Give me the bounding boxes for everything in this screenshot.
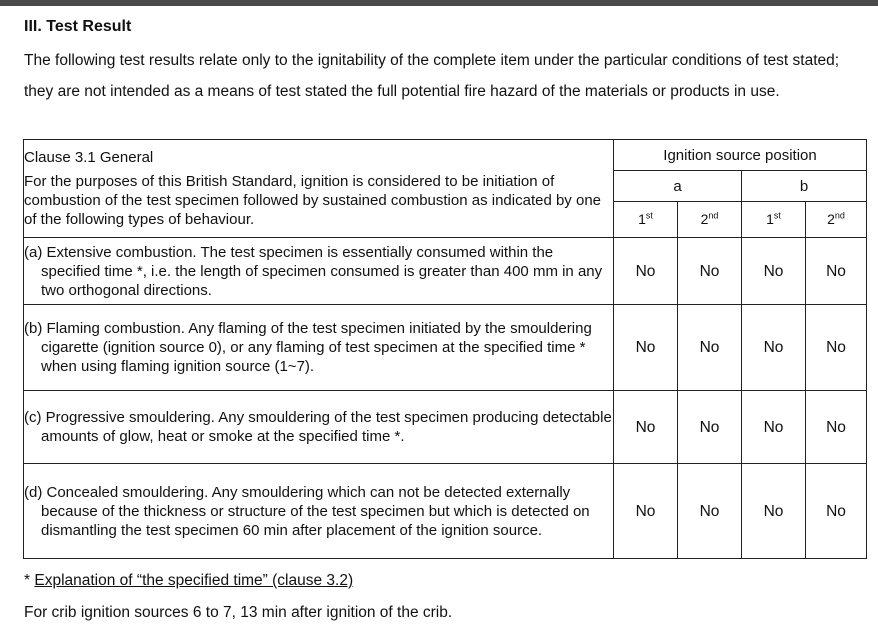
table-row <box>24 391 867 464</box>
result-cell: No <box>678 464 742 559</box>
result-cell: No <box>614 464 678 559</box>
table-row <box>24 464 867 559</box>
ordinal-header-b-2: 2nd <box>806 202 867 238</box>
footnote-marker: * <box>24 572 31 589</box>
clause-cell <box>24 140 614 238</box>
footnote-title <box>24 572 353 590</box>
header-row-group <box>24 140 867 171</box>
ignition-source-position-header: Ignition source position <box>614 140 867 171</box>
ordinal-header-a-1: 1st <box>614 202 678 238</box>
result-cell: No <box>742 238 806 305</box>
clause-description: For the purposes of this British Standard, ignition is considered to be initiation of combustion of the test specimen followed by sustained combustion as indicated by one of the following types of behaviour. <box>24 173 602 228</box>
result-cell: No <box>806 305 867 391</box>
test-result-table <box>23 139 867 559</box>
result-cell: No <box>678 238 742 305</box>
condition-cell <box>24 238 614 305</box>
condition-cell <box>24 391 614 464</box>
intro-paragraph: The following test results relate only to the ignitability of the complete item under the particular conditions of test stated; they are not intended as a means of test stated the full potential fire hazard of the materials or products in use. <box>24 52 840 100</box>
result-cell: No <box>806 238 867 305</box>
footnote-title-text: Explanation of “the specified time” (clause 3.2) <box>34 572 354 589</box>
condition-text: (d) Concealed smouldering. Any smouldering which can not be detected externally because of the thickness or structure of the test specimen but which is detected on dismantling the test specimen 60 min after placement of the ignition source. <box>24 483 590 539</box>
result-cell: No <box>614 391 678 464</box>
condition-cell <box>24 305 614 391</box>
condition-cell <box>24 464 614 559</box>
position-b-header: b <box>742 171 867 202</box>
condition-text: (a) Extensive combustion. The test specimen is essentially consumed within the specified time *, i.e. the length of specimen consumed is greater than 400 mm in any two orthogonal directions. <box>24 243 603 299</box>
result-cell: No <box>742 464 806 559</box>
footnote-text: For crib ignition sources 6 to 7, 13 min after ignition of the crib. <box>24 604 453 621</box>
condition-text: (b) Flaming combustion. Any flaming of the test specimen initiated by the smouldering cigarette (ignition source 0), or any flaming of test specimen at the specified time * when using flaming ignition source (1~7). <box>24 320 592 375</box>
result-cell: No <box>678 305 742 391</box>
table-row <box>24 305 867 391</box>
condition-text: (c) Progressive smouldering. Any smouldering of the test specimen producing detectable amounts of glow, heat or smoke at the specified time *. <box>24 409 612 445</box>
result-cell: No <box>742 305 806 391</box>
result-cell: No <box>678 391 742 464</box>
result-cell: No <box>614 305 678 391</box>
top-border-bar <box>0 0 878 6</box>
table-row <box>24 238 867 305</box>
ordinal-header-a-2: 2nd <box>678 202 742 238</box>
result-cell: No <box>806 391 867 464</box>
result-cell: No <box>742 391 806 464</box>
result-cell: No <box>614 238 678 305</box>
section-heading: III. Test Result <box>24 18 132 35</box>
result-cell: No <box>806 464 867 559</box>
clause-title: Clause 3.1 General <box>24 149 154 166</box>
position-a-header: a <box>614 171 742 202</box>
ordinal-header-b-1: 1st <box>742 202 806 238</box>
